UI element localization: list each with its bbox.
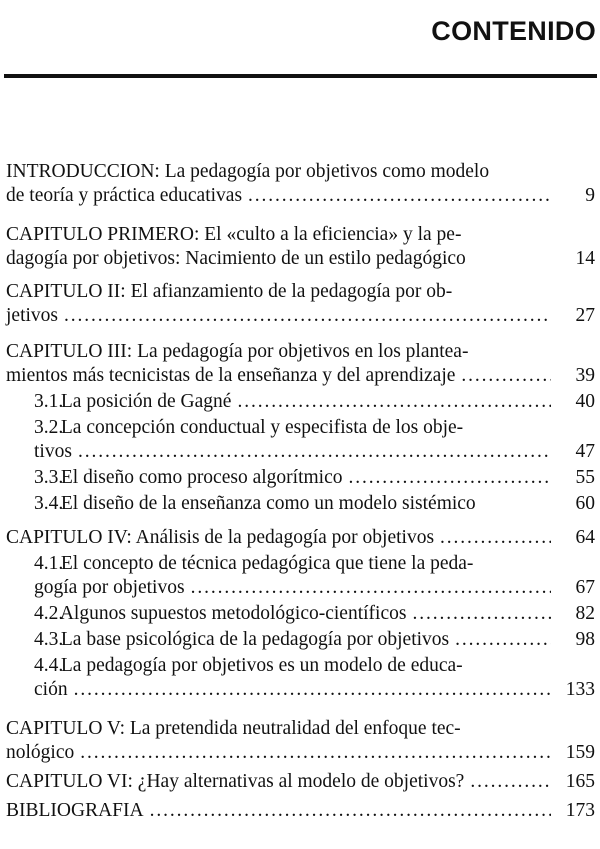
section-number: 4.2.	[34, 603, 64, 624]
toc-entry-capitulo-ii	[6, 280, 599, 328]
toc-entry-text: nológico	[6, 742, 75, 763]
toc-entry-capitulo-v	[6, 717, 599, 765]
page-number: 64	[575, 527, 595, 548]
toc-entry-text: tivos	[34, 441, 72, 462]
toc-entry-capitulo-primero	[6, 223, 599, 271]
section-number: 3.2.	[34, 417, 64, 438]
page-number: 47	[575, 441, 595, 462]
toc-entry-text: jetivos	[6, 305, 58, 326]
dot-leader	[150, 799, 551, 823]
toc-entry-text: Algunos supuestos metodológico-científicos	[59, 603, 407, 624]
page-number: 98	[575, 629, 595, 650]
toc-entry-bibliografia	[6, 799, 599, 823]
dot-leader	[248, 184, 551, 208]
section-number: 3.1.	[34, 391, 64, 412]
toc-entry-text: CAPITULO IV: Análisis de la pedagogía por objetivos	[6, 527, 435, 548]
page-number: 40	[575, 391, 595, 412]
toc-section-4-4	[6, 654, 599, 702]
section-number: 4.4.	[34, 655, 64, 676]
dot-leader	[74, 678, 551, 702]
toc-entry-capitulo-iii	[6, 340, 599, 388]
dot-leader	[78, 440, 551, 464]
toc-section-3-1	[6, 390, 599, 414]
page-number: 173	[565, 800, 595, 821]
table-of-contents	[6, 160, 599, 823]
dot-leader	[64, 304, 551, 328]
toc-section-4-2	[6, 602, 599, 626]
page-number: 165	[565, 771, 595, 792]
toc-entry-introduccion	[6, 160, 599, 208]
dot-leader	[80, 741, 551, 765]
section-number: 3.3.	[34, 467, 64, 488]
title-rule	[4, 74, 597, 78]
page-number: 67	[575, 577, 595, 598]
toc-entry-text: El diseño de la enseñanza como un modelo sistémico	[60, 493, 476, 514]
toc-section-4-3	[6, 628, 599, 652]
dot-leader	[440, 526, 551, 550]
toc-entry-text: La concepción conductual y especifista de los obje-	[60, 417, 464, 438]
section-number: 4.1.	[34, 553, 64, 574]
page-number: 39	[575, 365, 595, 386]
toc-section-3-2	[6, 416, 599, 464]
page-number: 133	[565, 679, 595, 700]
toc-entry-text: ción	[34, 679, 68, 700]
page-number: 9	[585, 185, 595, 206]
toc-entry-capitulo-vi	[6, 770, 599, 794]
toc-entry-text: La pedagogía por objetivos es un modelo de educa-	[60, 655, 463, 676]
toc-entry-text: CAPITULO PRIMERO: El «culto a la eficiencia» y la pe-	[6, 224, 462, 245]
toc-entry-text: INTRODUCCION: La pedagogía por objetivos como modelo	[6, 161, 490, 182]
toc-entry-capitulo-iv	[6, 526, 599, 550]
toc-entry-text: CAPITULO II: El afianzamiento de la pedagogía por ob-	[6, 281, 453, 302]
page-number: 159	[565, 742, 595, 763]
toc-entry-text: CAPITULO V: La pretendida neutralidad del enfoque tec-	[6, 718, 461, 739]
toc-entry-text: CAPITULO III: La pedagogía por objetivos en los plantea-	[6, 341, 469, 362]
toc-entry-text: El diseño como proceso algorítmico	[60, 467, 343, 488]
toc-entry-text: de teoría y práctica educativas	[6, 185, 243, 206]
page-number: 14	[575, 248, 595, 269]
page-number: 60	[575, 493, 595, 514]
toc-entry-text: La base psicológica de la pedagogía por objetivos	[60, 629, 450, 650]
toc-entry-text: La posición de Gagné	[60, 391, 232, 412]
toc-section-4-1	[6, 552, 599, 600]
toc-entry-text: mientos más tecnicistas de la enseñanza y del aprendizaje	[6, 365, 456, 386]
page-number: 55	[575, 467, 595, 488]
toc-entry-text: dagogía por objetivos: Nacimiento de un estilo pedagógico	[6, 248, 466, 269]
toc-section-3-3	[6, 466, 599, 490]
toc-entry-text: gogía por objetivos	[34, 577, 185, 598]
page-title: CONTENIDO	[431, 16, 596, 46]
toc-entry-text: CAPITULO VI: ¿Hay alternativas al modelo de objetivos?	[6, 771, 465, 792]
dot-leader	[455, 628, 551, 652]
toc-section-3-4	[6, 492, 599, 516]
dot-leader	[237, 390, 551, 414]
dot-leader	[412, 602, 551, 626]
section-number: 4.3.	[34, 629, 64, 650]
section-number: 3.4.	[34, 493, 64, 514]
page-number: 27	[575, 305, 595, 326]
toc-entry-text: El concepto de técnica pedagógica que tiene la peda-	[60, 553, 474, 574]
toc-entry-text: BIBLIOGRAFIA	[6, 800, 144, 821]
page-number: 82	[575, 603, 595, 624]
dot-leader	[348, 466, 551, 490]
dot-leader	[470, 770, 551, 794]
dot-leader	[191, 576, 551, 600]
dot-leader	[461, 364, 551, 388]
